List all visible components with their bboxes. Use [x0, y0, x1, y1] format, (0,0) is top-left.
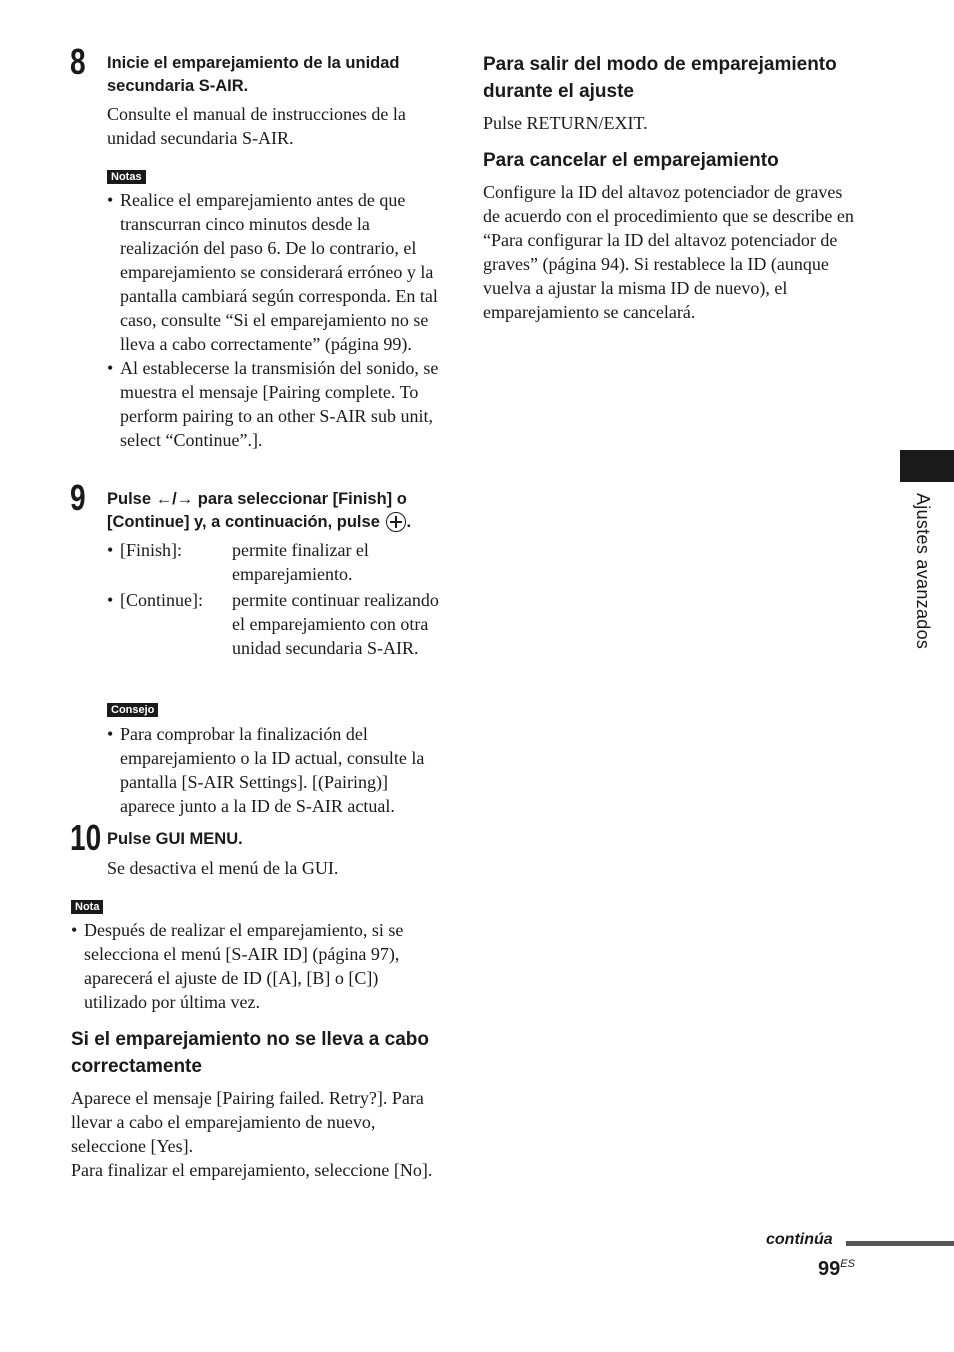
note-item: • Al establecerse la transmisión del sonido, se muestra el mensaje [Pairing complete. To perform pairing to an other S-AIR sub unit, select “Continue”.].	[107, 358, 439, 450]
section-tab-marker	[900, 450, 954, 482]
fail-heading: Si el emparejamiento no se lleva a cabo correctamente	[71, 1029, 429, 1077]
nota-list	[71, 918, 441, 1014]
step-9-options	[107, 538, 447, 660]
step-number-9: 9	[70, 477, 86, 518]
step-number-8: 8	[70, 41, 86, 82]
tip-badge: Consejo	[107, 700, 158, 718]
step-9-title: Pulse ←/→ para seleccionar [Finish] o [Continue] y, a continuación, pulse .	[107, 490, 412, 531]
nota-item: • Después de realizar el emparejamiento, si se selecciona el menú [S-AIR ID] (página 97), aparecerá el ajuste de ID ([A], [B] o [C]) utilizado por última vez.	[71, 920, 404, 1012]
option-continue: • [Continue]: permite continuar realizando el emparejamiento con otra unidad secundaria S-AIR.	[107, 590, 439, 658]
step-8-title: Inicie el emparejamiento de la unidad secundaria S-AIR.	[107, 54, 400, 95]
nota-badge: Nota	[71, 897, 103, 915]
step-10-title: Pulse GUI MENU.	[107, 830, 243, 848]
tip-list	[107, 722, 447, 818]
step-10-body: Se desactiva el menú de la GUI.	[107, 858, 339, 878]
cancel-body: Configure la ID del altavoz potenciador de graves de acuerdo con el procedimiento que se describe en “Para configurar la ID del altavoz potenciador de graves” (página 94). Si restablece la ID (aunque vuelva a ajustar la misma ID de nuevo), el emparejamiento se cancelará.	[483, 182, 854, 322]
fail-body-2: Para finalizar el emparejamiento, seleccione [No].	[71, 1160, 433, 1180]
enter-button-icon	[386, 512, 406, 532]
cancel-heading: Para cancelar el emparejamiento	[483, 150, 779, 171]
exit-body: Pulse RETURN/EXIT.	[483, 113, 648, 133]
section-side-label: Ajustes avanzados	[913, 493, 933, 650]
notes-list	[107, 188, 445, 452]
page-number: $99^{ES}$	[818, 1258, 855, 1280]
note-item: • Realice el emparejamiento antes de que transcurran cinco minutos desde la realización del paso 6. De lo contrario, el emparejamiento se considerará erróneo y la pantalla cambiará según corresponda. En tal caso, consulte “Si el emparejamiento no se lleva a cabo correctamente” (página 99).	[107, 190, 438, 354]
continues-bar	[846, 1241, 954, 1246]
tip-item: • Para comprobar la finalización del emparejamiento o la ID actual, consulte la pantalla [S-AIR Settings]. [(Pairing)] aparece junto a la ID de S-AIR actual.	[107, 724, 425, 816]
continues-label: continúa	[766, 1231, 833, 1248]
step-number-10: 10	[70, 817, 102, 858]
step-8-body: Consulte el manual de instrucciones de la unidad secundaria S-AIR.	[107, 104, 406, 148]
option-finish: • [Finish]: permite finalizar el emparejamiento.	[107, 540, 369, 584]
exit-heading: Para salir del modo de emparejamiento durante el ajuste	[483, 54, 837, 102]
notes-badge: Notas	[107, 167, 146, 185]
fail-body-1: Aparece el mensaje [Pairing failed. Retry?]. Para llevar a cabo el emparejamiento de nuevo, seleccione [Yes].	[71, 1088, 424, 1156]
